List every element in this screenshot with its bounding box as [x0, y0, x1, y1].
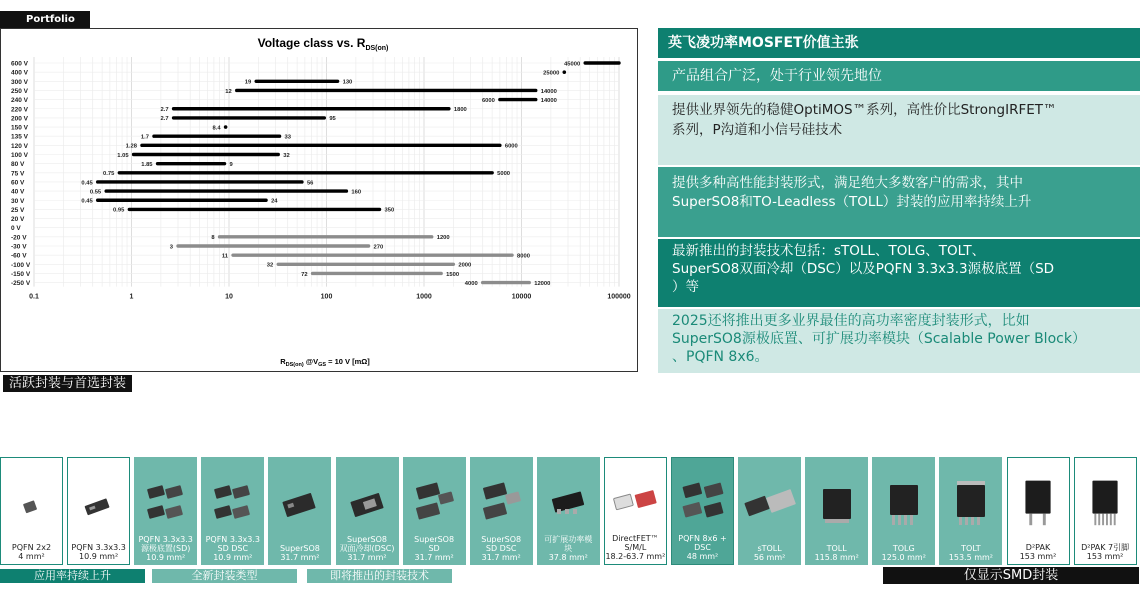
package-area: 31.7 mm² [414, 553, 454, 562]
package-tile [470, 457, 533, 565]
range-point [224, 125, 228, 129]
min-value-label: 0.55 [89, 189, 102, 196]
package-name: SuperSO8 [279, 544, 320, 553]
min-value-label: 2.7 [160, 116, 169, 123]
max-value-label: 33 [284, 134, 292, 141]
voltage-tick-label: 20 V [11, 216, 25, 224]
package-name: PQFN 3.3x3.3 [71, 543, 126, 552]
min-value-label: 0.75 [103, 171, 115, 178]
category-new: 全新封装类型 [152, 569, 297, 583]
x-tick-label: 1 [129, 293, 134, 301]
point-line: 提供多种高性能封装形式，满足绝大多数客户的需求，其中 [672, 175, 1023, 191]
package-tile [134, 457, 197, 565]
point-line: SuperSO8源极底置、可扩展功率模块（Scalable Power Block） [672, 331, 1086, 347]
voltage-tick-label: -20 V [11, 234, 27, 242]
package-area: 31.7 mm² [347, 553, 387, 562]
x-tick-label: 1000 [416, 293, 432, 301]
voltage-tick-label: 120 V [11, 142, 28, 150]
voltage-tick-label: 135 V [11, 133, 28, 141]
package-name: sTOLL [757, 544, 782, 553]
package-tile [671, 457, 734, 565]
min-value-label: 45000 [564, 61, 581, 68]
package-tile [537, 457, 600, 565]
package-name: TOLT [961, 544, 981, 553]
package-area: 31.7 mm² [481, 553, 521, 562]
package-area: 4 mm² [18, 552, 45, 561]
package-name: PQFN 3.3x3.3 [138, 535, 193, 544]
point-line: 最新推出的封装技术包括：sTOLL、TOLG、TOLT、 [672, 243, 986, 259]
point-line: ）等 [672, 279, 699, 295]
voltage-rdson-chart [0, 28, 638, 372]
x-axis-label: $R_{DS(on)}$ $@V_{GS} = 10$ V [mΩ] [280, 357, 370, 368]
voltage-tick-label: 30 V [11, 197, 25, 205]
package-image [537, 471, 600, 529]
voltage-tick-label: -60 V [11, 252, 27, 260]
package-image [403, 471, 466, 529]
max-value-label: 1200 [436, 235, 450, 242]
min-value-label: 0.45 [81, 198, 93, 205]
package-image [470, 471, 533, 529]
package-name: D²PAK [1025, 543, 1051, 552]
package-area: 31.7 mm² [280, 553, 320, 562]
voltage-tick-label: -30 V [11, 243, 27, 251]
package-image [201, 471, 264, 529]
panel-title: 英飞凌功率MOSFET价值主张 [658, 28, 1140, 58]
package-area: 56 mm² [753, 553, 786, 562]
package-caption [201, 535, 264, 562]
package-image [268, 471, 331, 529]
voltage-tick-label: 150 V [11, 124, 28, 132]
voltage-tick-label: 240 V [11, 97, 28, 105]
min-value-label: 1.05 [117, 152, 129, 159]
package-name: TOLL [826, 544, 847, 553]
voltage-tick-label: 80 V [11, 161, 25, 169]
package-tile [604, 457, 667, 565]
voltage-tick-label: 25 V [11, 206, 25, 214]
package-image [939, 471, 1002, 529]
point-packages [658, 167, 1140, 237]
package-tile [201, 457, 264, 565]
min-value-label: 72 [301, 271, 308, 278]
package-image [1075, 472, 1136, 530]
package-name: D²PAK 7引脚 [1081, 543, 1130, 552]
package-caption [939, 544, 1002, 562]
voltage-tick-label: -150 V [11, 270, 31, 278]
min-value-label: 19 [244, 79, 252, 86]
package-area: 115.8 mm² [814, 553, 859, 562]
package-image [68, 472, 129, 530]
package-name: PQFN 2x2 [11, 543, 52, 552]
max-value-label: 160 [351, 189, 362, 196]
max-value-label: 130 [342, 79, 353, 86]
max-value-label: 1800 [453, 107, 467, 114]
package-area: 153 mm² [1019, 552, 1057, 561]
package-name: 可扩展功率模 [544, 535, 593, 544]
package-tile [872, 457, 935, 565]
voltage-tick-label: -250 V [11, 280, 31, 288]
package-area: 10.9 mm² [213, 553, 253, 562]
package-tile [738, 457, 801, 565]
package-image [336, 471, 399, 529]
package-image [672, 472, 733, 530]
x-tick-label: 100 [320, 293, 333, 301]
x-tick-label: 10000 [511, 293, 532, 301]
point-line: SuperSO8双面冷却（DSC）以及PQFN 3.3x3.3源极底置（SD [672, 261, 1055, 277]
package-tile [939, 457, 1002, 565]
package-image [872, 471, 935, 529]
x-tick-label: 10 [225, 293, 233, 301]
package-name-2: SD DSC [217, 544, 249, 553]
category-upcoming: 即将推出的封装技术 [307, 569, 452, 583]
package-name-2: DSC [694, 543, 711, 552]
voltage-tick-label: -100 V [11, 261, 31, 269]
package-area: 37.8 mm² [548, 553, 588, 562]
voltage-tick-label: 40 V [11, 188, 25, 196]
chart-svg [1, 29, 637, 371]
portfolio-tab: Portfolio [0, 11, 90, 28]
package-name: PQFN 8x6 + [678, 534, 727, 543]
point-technologies [658, 95, 1140, 165]
point-line: 系列，P沟道和小信号硅技术 [672, 122, 843, 138]
package-area: 18.2-63.7 mm² [605, 552, 666, 561]
point-line: SuperSO8和TO-Leadless（TOLL）封装的应用率持续上升 [672, 194, 1032, 210]
max-value-label: 1500 [446, 271, 460, 278]
package-name: DirectFET™ [612, 534, 659, 543]
min-value-label: 1.7 [140, 134, 149, 141]
voltage-axis [11, 61, 31, 288]
max-value-label: 95 [329, 116, 336, 123]
max-value-label: 6000 [504, 143, 518, 150]
package-tile [1007, 457, 1070, 565]
max-value-label: 8000 [517, 253, 530, 260]
package-caption [336, 535, 399, 562]
min-value-label: 8.4 [212, 125, 221, 132]
min-value-label: 12 [225, 88, 232, 95]
min-value-label: 1.85 [141, 161, 153, 168]
package-caption [672, 534, 733, 561]
max-value-label: 14000 [540, 97, 557, 104]
package-caption [1, 543, 62, 561]
package-name-2: S/M/L [624, 543, 647, 552]
voltage-tick-label: 60 V [11, 179, 25, 187]
max-value-label: 9 [229, 161, 233, 168]
point-new-packages [658, 239, 1140, 307]
package-area: 10.9 mm² [79, 552, 119, 561]
package-name: PQFN 3.3x3.3 [205, 535, 261, 544]
package-caption [1008, 543, 1069, 561]
max-value-label: 2000 [458, 262, 472, 269]
min-value-label: 4000 [464, 280, 478, 287]
voltage-tick-label: 0 V [11, 225, 21, 233]
package-caption [403, 535, 466, 562]
package-caption [134, 535, 197, 562]
package-name: SuperSO8 [414, 535, 455, 544]
max-value-label: 24 [271, 198, 278, 205]
package-name-2: 源极底置(SD) [140, 544, 191, 553]
voltage-tick-label: 100 V [11, 152, 28, 159]
active-packages-label: 活跃封装与首选封装 [3, 375, 132, 392]
min-value-label: 0.95 [113, 207, 125, 214]
max-value-label: 5000 [497, 171, 511, 178]
package-tile [0, 457, 63, 565]
package-area: 10.9 mm² [146, 553, 186, 562]
package-caption [537, 535, 600, 562]
package-image [805, 471, 868, 529]
package-area: 125.0 mm² [881, 553, 926, 562]
package-name-2: SD DSC [485, 544, 517, 553]
package-caption [1075, 543, 1136, 561]
point-broad-portfolio: 产品组合广泛，处于行业领先地位 [658, 61, 1140, 91]
voltage-tick-label: 220 V [11, 106, 28, 114]
min-value-label: 2.7 [160, 107, 169, 114]
min-value-label: 6000 [481, 97, 495, 104]
voltage-tick-label: 600 V [11, 60, 28, 68]
max-value-label: 12000 [534, 280, 551, 287]
package-name: SuperSO8 [347, 535, 387, 544]
package-tile [67, 457, 130, 565]
min-value-label: 1.28 [125, 143, 137, 150]
package-name-2: 双面冷却(DSC) [339, 544, 395, 553]
max-value-label: 56 [306, 180, 314, 187]
package-tile [805, 457, 868, 565]
max-value-label: 32 [283, 152, 290, 159]
package-name-2: 块 [564, 544, 573, 553]
package-caption [268, 544, 331, 562]
package-image [605, 472, 666, 530]
package-caption [68, 543, 129, 561]
package-caption [805, 544, 868, 562]
package-area: 153.5 mm² [948, 553, 994, 562]
package-caption [605, 534, 666, 561]
package-caption [872, 544, 935, 562]
min-value-label: 11 [221, 253, 229, 260]
package-tile [1074, 457, 1137, 565]
bars [81, 61, 619, 287]
point-line: 提供业界领先的稳健OptiMOS™系列，高性价比StrongIRFET™ [672, 102, 1057, 118]
max-value-label: 350 [384, 207, 395, 214]
max-value-label: 270 [373, 244, 384, 251]
point-line: 、PQFN 8x6。 [672, 349, 769, 365]
voltage-tick-label: 300 V [11, 78, 28, 86]
x-tick-label: 0.1 [29, 293, 39, 301]
package-image [738, 471, 801, 529]
max-value-label: 14000 [540, 88, 557, 95]
package-name-2: SD [428, 544, 440, 553]
chart-title: Voltage class vs. $R_{DS(on)}$ [257, 36, 389, 52]
package-tile [403, 457, 466, 565]
voltage-tick-label: 200 V [11, 115, 28, 123]
voltage-tick-label: 400 V [11, 69, 28, 77]
point-line: 2025还将推出更多业界最佳的高功率密度封装形式，比如 [672, 313, 1030, 329]
min-value-label: 3 [169, 244, 174, 251]
package-caption [738, 544, 801, 562]
min-value-label: 0.45 [81, 180, 93, 187]
package-name: TOLG [892, 544, 915, 553]
x-tick-label: 100000 [607, 293, 631, 301]
package-image [134, 471, 197, 529]
voltage-tick-label: 75 V [11, 170, 25, 178]
min-value-label: 32 [266, 262, 274, 269]
range-point [562, 70, 566, 74]
min-value-label: 25000 [543, 70, 560, 77]
package-tile [336, 457, 399, 565]
min-value-label: 8 [211, 235, 215, 242]
package-image [1008, 472, 1069, 530]
category-growing: 应用率持续上升 [0, 569, 145, 583]
voltage-tick-label: 250 V [11, 87, 28, 95]
category-smd-only: 仅显示SMD封装 [883, 567, 1139, 584]
package-area: 153 mm² [1086, 552, 1124, 561]
x-axis [29, 294, 631, 301]
package-name: SuperSO8 [481, 535, 522, 544]
point-2025-outlook [658, 309, 1140, 373]
package-image [1, 472, 62, 530]
package-area: 48 mm² [686, 552, 719, 561]
package-tile [268, 457, 331, 565]
package-caption [470, 535, 533, 562]
